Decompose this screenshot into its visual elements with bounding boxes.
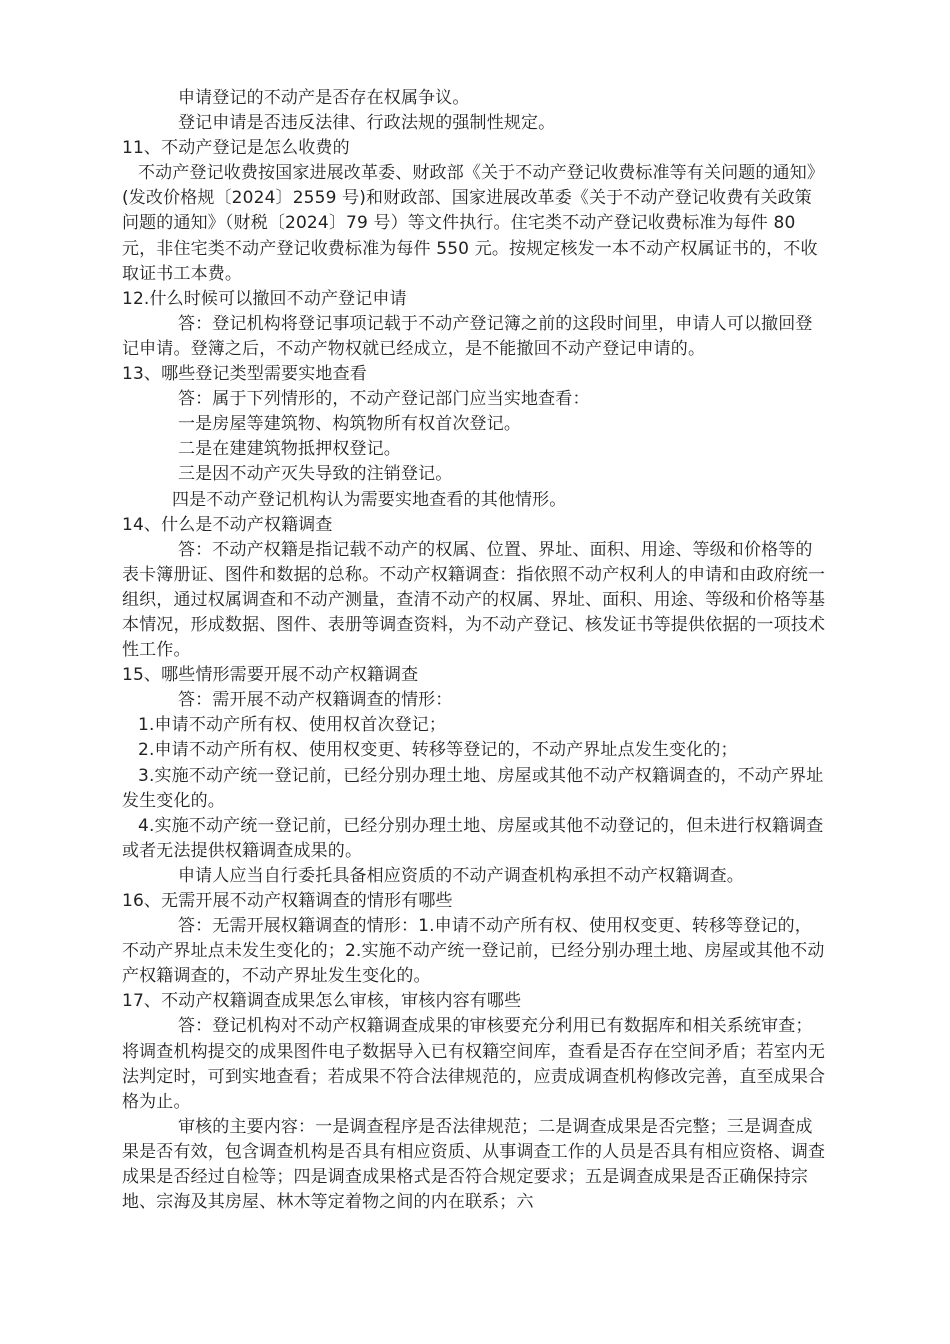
section-heading: 13、哪些登记类型需要实地查看 (122, 364, 367, 385)
section-heading: 15、哪些情形需要开展不动产权籍调查 (122, 665, 419, 686)
list-item: 三是因不动产灭失导致的注销登记。 (178, 464, 453, 485)
paragraph: 登记申请是否违反法律、行政法规的强制性规定。 (178, 113, 556, 134)
section-heading: 14、什么是不动产权籍调查 (122, 514, 333, 535)
paragraph: 答：需开展不动产权籍调查的情形： (178, 690, 453, 711)
list-item: 2.申请不动产所有权、使用权变更、转移等登记的，不动产界址点发生变化的； (138, 740, 738, 761)
document-body (122, 86, 828, 1215)
paragraph: 答：登记机构对不动产权籍调查成果的审核要充分利用已有数据库和相关系统审查；将调查机构提交的成果图件电子数据导入已有权籍空间库，查看是否存在空间矛盾；若室内无法判定时，可到实地查看；若成果不符合法律规范的，应责成调查机构修改完善，直至成果合格为止。 (122, 1016, 826, 1112)
paragraph: 答：不动产权籍是指记载不动产的权属、位置、界址、面积、用途、等级和价格等的表卡簿册证、图件和数据的总称。不动产权籍调查：指依照不动产权利人的申请和由政府统一组织，通过权属调查和不动产测量，查清不动产的权属、界址、面积、用途、等级和价格等基本情况，形成数据、图件、表册等调查资料，为不动产登记、核发证书等提供依据的一项技术性工作。 (122, 539, 826, 661)
paragraph: 答：无需开展权籍调查的情形：1.申请不动产所有权、使用权变更、转移等登记的，不动产界址点未发生变化的；2.实施不动产统一登记前，已经分别办理土地、房屋或其他不动产权籍调查的，不动产界址发生变化的。 (122, 916, 825, 987)
list-item: 四是不动产登记机构认为需要实地查看的其他情形。 (172, 489, 567, 510)
list-item: 1.申请不动产所有权、使用权首次登记； (138, 715, 447, 736)
list-item: 二是在建建筑物抵押权登记。 (178, 439, 401, 460)
paragraph: 答：属于下列情形的，不动产登记部门应当实地查看： (178, 389, 590, 410)
paragraph: 审核的主要内容：一是调查程序是否法律规范；二是调查成果是否完整；三是调查成果是否有效，包含调查机构是否具有相应资质、从事调查工作的人员是否具有相应资格、调查成果是否经过自检等；四是调查成果格式是否符合规定要求；五是调查成果是否正确保持宗地、宗海及其房屋、林木等定着物之间的内在联系；六 (122, 1116, 826, 1213)
list-item: 4.实施不动产统一登记前，已经分别办理土地、房屋或其他不动登记的，但未进行权籍调查或者无法提供权籍调查成果的。 (122, 815, 824, 861)
section-heading: 11、不动产登记是怎么收费的 (122, 138, 350, 159)
paragraph: 申请人应当自行委托具备相应资质的不动产调查机构承担不动产权籍调查。 (178, 865, 744, 886)
section-heading: 12.什么时候可以撤回不动产登记申请 (122, 288, 407, 309)
paragraph: 申请登记的不动产是否存在权属争议。 (178, 88, 470, 108)
section-heading: 16、无需开展不动产权籍调查的情形有哪些 (122, 891, 453, 911)
paragraph: 答：登记机构将登记事项记载于不动产登记簿之前的这段时间里，申请人可以撤回登记申请。登簿之后，不动产物权就已经成立，是不能撤回不动产登记申请的。 (122, 313, 813, 359)
list-item: 3.实施不动产统一登记前，已经分别办理土地、房屋或其他不动产权籍调查的，不动产界址发生变化的。 (122, 765, 824, 811)
paragraph: 不动产登记收费按国家进展改革委、财政部《关于不动产登记收费标准等有关问题的通知》(发改价格规〔2024〕2559 号)和财政部、国家进展改革委《关于不动产登记收费有关政策问题的通知》（财税〔2024〕79 号）等文件执行。住宅类不动产登记收费标准为每件 80 元，非住宅类不动产登记收费标准为每件 550 元。按规定核发一本不动产权属证书的，不收取证书工本费。 (122, 163, 824, 284)
section-heading: 17、不动产权籍调查成果怎么审核，审核内容有哪些 (122, 991, 522, 1012)
list-item: 一是房屋等建筑物、构筑物所有权首次登记。 (178, 414, 521, 435)
